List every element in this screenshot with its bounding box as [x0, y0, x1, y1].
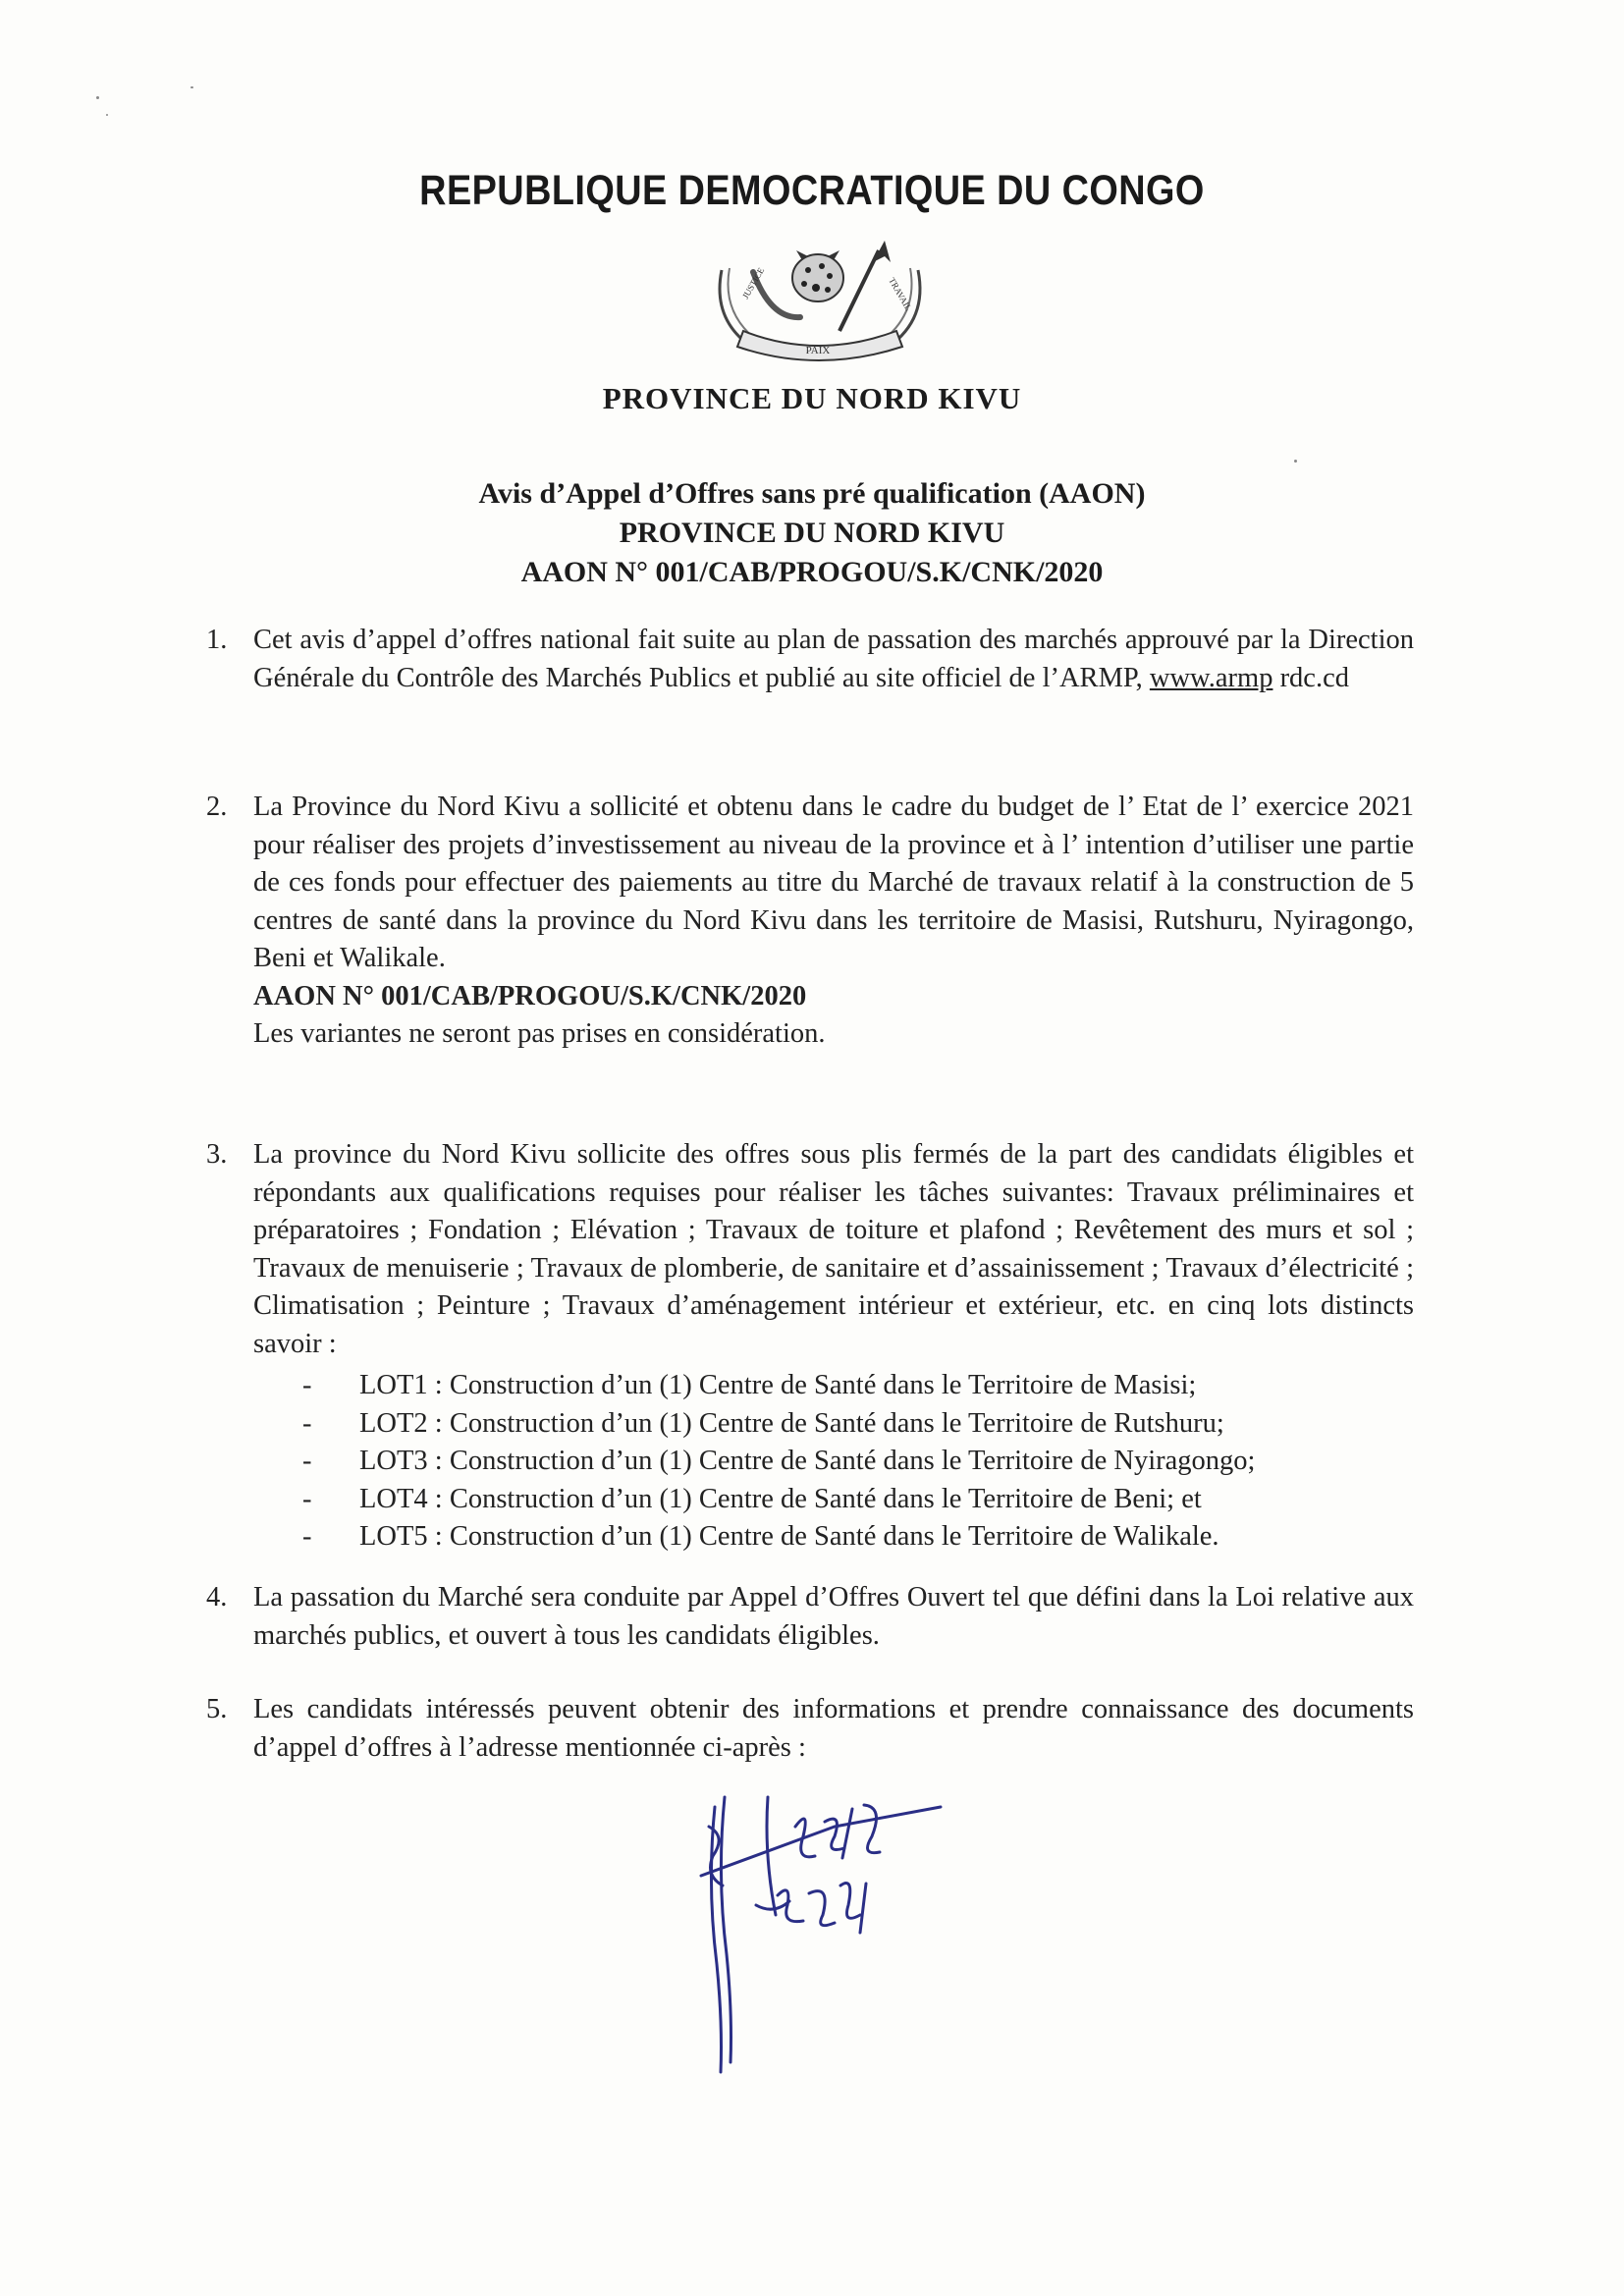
lot-text: LOT2 : Construction d’un (1) Centre de Santé dans le Territoire de Rutshuru; — [359, 1407, 1224, 1439]
list-dash: - — [302, 1446, 312, 1476]
notice-title-line-3: AAON N° 001/CAB/PROGOU/S.K/CNK/2020 — [520, 556, 1104, 588]
paragraph-text: La passation du Marché sera conduite par Appel d’Offres Ouvert tel que défini dans la Loi relative aux marchés publics, et ouvert à tous les candidats éligibles. — [253, 1582, 1414, 1651]
handwritten-signature-icon — [687, 1768, 943, 2092]
scan-speck — [96, 96, 99, 99]
ribbon-left-text: JUSTICE — [740, 265, 767, 301]
country-heading: REPUBLIQUE DEMOCRATIQUE DU CONGO — [419, 167, 1205, 214]
variants-note: Les variantes ne seront pas prises en considération. — [253, 1018, 826, 1049]
province-heading: PROVINCE DU NORD KIVU — [602, 381, 1022, 415]
coat-of-arms-icon — [692, 241, 947, 368]
lot-text: LOT1 : Construction d’un (1) Centre de Santé dans le Territoire de Masisi; — [359, 1370, 1197, 1400]
paragraph-text: La province du Nord Kivu sollicite des offres sous plis fermés de la part des candidats éligibles et répondants aux qualifications requises pour réaliser les tâches suivantes: Travaux préliminaires et préparatoires ; Fondation ; Elévation ; Travaux de toiture et plafond ; Revêtement des murs et sol ; Travaux de menuiserie ; Travaux de plomberie, de sanitaire et d’assainissement ; Travaux d’électricité ; Climatisation ; Peinture ; Travaux d’aménagement intérieur et extérieur, etc. en cinq lots distincts savoir : — [253, 1139, 1414, 1359]
ribbon-center-text: PAIX — [805, 345, 831, 356]
paragraph-text: Les candidats intéressés peuvent obtenir des informations et prendre connaissance des documents d’appel d’offres à l’adresse mentionnée ci-après : — [253, 1694, 1414, 1763]
paragraph-text-tail: rdc.cd — [1272, 662, 1349, 693]
paragraph-number: 5. — [206, 1694, 228, 1724]
paragraph-number: 2. — [206, 792, 228, 822]
aaon-reference: AAON N° 001/CAB/PROGOU/S.K/CNK/2020 — [253, 980, 807, 1011]
armp-website-link[interactable]: www.armp — [1149, 662, 1273, 693]
lots-list — [253, 1367, 1414, 1557]
list-dash: - — [302, 1483, 312, 1514]
ribbon-right-text: TRAVAIL — [887, 276, 914, 313]
list-item — [253, 1367, 1414, 1405]
lot-text: LOT3 : Construction d’un (1) Centre de Santé dans le Territoire de Nyiragongo; — [359, 1446, 1256, 1476]
notice-title-line-2: PROVINCE DU NORD KIVU — [619, 517, 1005, 549]
paragraph-5 — [206, 1691, 1414, 1767]
paragraph-number: 4. — [206, 1582, 228, 1613]
scan-speck — [1294, 460, 1297, 463]
paragraph-2 — [206, 789, 1414, 1054]
lot-text: LOT4 : Construction d’un (1) Centre de Santé dans le Territoire de Beni; et — [359, 1483, 1202, 1514]
list-item — [253, 1443, 1414, 1481]
list-dash: - — [302, 1370, 312, 1400]
paragraph-number: 1. — [206, 625, 228, 655]
notice-title-line-1: Avis d’Appel d’Offres sans pré qualification (AAON) — [478, 477, 1146, 510]
lot-text: LOT5 : Construction d’un (1) Centre de Santé dans le Territoire de Walikale. — [359, 1521, 1219, 1552]
list-item — [253, 1481, 1414, 1519]
list-item — [253, 1405, 1414, 1444]
paragraph-1 — [206, 622, 1414, 697]
list-dash: - — [302, 1407, 312, 1439]
paragraph-4 — [206, 1579, 1414, 1655]
list-item — [253, 1518, 1414, 1557]
paragraph-number: 3. — [206, 1139, 228, 1170]
paragraph-text: Cet avis d’appel d’offres national fait suite au plan de passation des marchés approuvé par la Direction Générale du Contrôle des Marchés Publics et publié au site officiel de l’ARMP, — [253, 625, 1414, 693]
scan-speck — [190, 86, 193, 88]
paragraph-text: La Province du Nord Kivu a sollicité et obtenu dans le cadre du budget de l’ Etat de l’ exercice 2021 pour réaliser des projets d’investissement au niveau de la province et à l’ intention d’utiliser une partie de ces fonds pour effectuer des paiements au titre du Marché de travaux relatif à la construction de 5 centres de santé dans la province du Nord Kivu dans les territoire de Masisi, Rutshuru, Nyiragongo, Beni et Walikale. — [253, 792, 1414, 973]
scan-speck — [106, 114, 108, 116]
notice-title — [0, 474, 1624, 592]
list-dash: - — [302, 1521, 312, 1552]
paragraph-3 — [206, 1136, 1414, 1557]
